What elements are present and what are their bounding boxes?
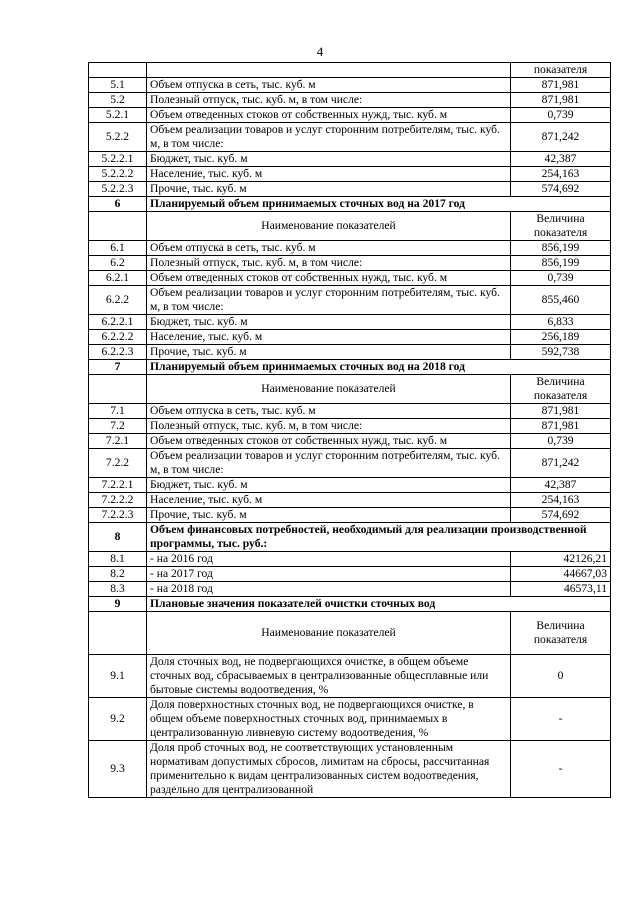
row-value: 574,692	[511, 508, 611, 523]
header-value-cell: Величина показателя	[511, 375, 611, 404]
row-name: Объем реализации товаров и услуг сторонним потребителям, тыс. куб. м, в том числе:	[147, 449, 511, 478]
row-value: 46573,11	[511, 582, 611, 597]
table-row	[89, 256, 611, 271]
row-value: 42,387	[511, 478, 611, 493]
row-value: 871,981	[511, 78, 611, 93]
section-heading-row	[89, 360, 611, 375]
row-value: 6,833	[511, 315, 611, 330]
row-name: Население, тыс. куб. м	[147, 330, 511, 345]
row-name: Доля проб сточных вод, не соответствующих установленным нормативам допустимых сбросов, лимитам на сбросы, рассчитанная применительно к видам централизованных систем водоотведения, раздельно для централизованной	[147, 741, 511, 798]
row-number: 7.2.1	[89, 434, 147, 449]
section-number: 9	[89, 597, 147, 612]
column-header-row	[89, 612, 611, 655]
row-number: 8.1	[89, 552, 147, 567]
indicators-table	[88, 62, 611, 798]
row-name: Объем отпуска в сеть, тыс. куб. м	[147, 404, 511, 419]
row-value: 42126,21	[511, 552, 611, 567]
row-name: Доля сточных вод, не подвергающихся очистке, в общем объеме сточных вод, сбрасываемых в централизованные общесплавные или бытовые системы водоотведения, %	[147, 655, 511, 698]
row-name: Объем реализации товаров и услуг сторонним потребителям, тыс. куб. м, в том числе:	[147, 286, 511, 315]
row-name: Объем отведенных стоков от собственных нужд, тыс. куб. м	[147, 434, 511, 449]
row-number: 7.1	[89, 404, 147, 419]
row-value: 592,738	[511, 345, 611, 360]
table-row	[89, 108, 611, 123]
row-name: Объем отведенных стоков от собственных нужд, тыс. куб. м	[147, 271, 511, 286]
table-row	[89, 241, 611, 256]
row-value: 0,739	[511, 271, 611, 286]
row-number: 9.2	[89, 698, 147, 741]
section-heading-row	[89, 197, 611, 212]
table-row	[89, 182, 611, 197]
row-number: 6.2	[89, 256, 147, 271]
row-value: 574,692	[511, 182, 611, 197]
row-name: - на 2018 год	[147, 582, 511, 597]
row-number: 7.2.2.2	[89, 493, 147, 508]
section-title: Планируемый объем принимаемых сточных вод на 2018 год	[147, 360, 611, 375]
row-number: 5.2.2.2	[89, 167, 147, 182]
column-header-row	[89, 375, 611, 404]
row-number: 5.2.2.3	[89, 182, 147, 197]
row-name: Население, тыс. куб. м	[147, 167, 511, 182]
row-value: 871,242	[511, 123, 611, 152]
row-value: 254,163	[511, 167, 611, 182]
row-value: показателя	[511, 63, 611, 78]
row-number: 5.2.1	[89, 108, 147, 123]
row-number: 6.2.1	[89, 271, 147, 286]
table-row	[89, 271, 611, 286]
row-value: 42,387	[511, 152, 611, 167]
row-number: 7.2.2.3	[89, 508, 147, 523]
table-row	[89, 478, 611, 493]
header-name-cell: Наименование показателей	[147, 212, 511, 241]
row-value: 871,981	[511, 419, 611, 434]
row-name: Объем отпуска в сеть, тыс. куб. м	[147, 241, 511, 256]
table-row	[89, 345, 611, 360]
header-number-cell	[89, 212, 147, 241]
section-number: 6	[89, 197, 147, 212]
row-name: Объем отпуска в сеть, тыс. куб. м	[147, 78, 511, 93]
row-value: 254,163	[511, 493, 611, 508]
row-value: 856,199	[511, 241, 611, 256]
row-number: 9.1	[89, 655, 147, 698]
row-name: Объем отведенных стоков от собственных нужд, тыс. куб. м	[147, 108, 511, 123]
table-row	[89, 93, 611, 108]
table-row	[89, 508, 611, 523]
section-title: Плановые значения показателей очистки сточных вод	[147, 597, 611, 612]
row-name: Бюджет, тыс. куб. м	[147, 478, 511, 493]
table-row	[89, 286, 611, 315]
row-name: Население, тыс. куб. м	[147, 493, 511, 508]
row-value: -	[511, 741, 611, 798]
table-row	[89, 567, 611, 582]
header-continuation-row	[89, 63, 611, 78]
table-row	[89, 123, 611, 152]
row-number: 5.2.2	[89, 123, 147, 152]
row-number: 7.2.2	[89, 449, 147, 478]
column-header-row	[89, 212, 611, 241]
table-row	[89, 419, 611, 434]
row-name: Бюджет, тыс. куб. м	[147, 315, 511, 330]
header-name-cell: Наименование показателей	[147, 375, 511, 404]
row-value: -	[511, 698, 611, 741]
table-row	[89, 404, 611, 419]
row-name: Доля поверхностных сточных вод, не подвергающихся очистке, в общем объеме поверхностных сточных вод, принимаемых в централизованную ливневую систему водоотведения, %	[147, 698, 511, 741]
table-row	[89, 449, 611, 478]
section-number: 8	[89, 523, 147, 552]
header-value-cell: Величина показателя	[511, 612, 611, 655]
table-row	[89, 167, 611, 182]
table-row	[89, 582, 611, 597]
row-name: Полезный отпуск, тыс. куб. м, в том числе:	[147, 93, 511, 108]
row-value: 0	[511, 655, 611, 698]
table-row	[89, 78, 611, 93]
row-name: - на 2017 год	[147, 567, 511, 582]
row-number: 7.2.2.1	[89, 478, 147, 493]
header-number-cell	[89, 612, 147, 655]
row-name: Прочие, тыс. куб. м	[147, 345, 511, 360]
row-name: Объем реализации товаров и услуг сторонним потребителям, тыс. куб. м, в том числе:	[147, 123, 511, 152]
row-value: 0,739	[511, 108, 611, 123]
header-value-cell: Величина показателя	[511, 212, 611, 241]
table-row	[89, 493, 611, 508]
header-name-cell: Наименование показателей	[147, 612, 511, 655]
row-number: 6.2.2.2	[89, 330, 147, 345]
row-number	[89, 63, 147, 78]
row-number: 5.1	[89, 78, 147, 93]
row-name: Прочие, тыс. куб. м	[147, 508, 511, 523]
row-name	[147, 63, 511, 78]
section-heading-row	[89, 523, 611, 552]
row-number: 8.2	[89, 567, 147, 582]
row-name: Полезный отпуск, тыс. куб. м, в том числе:	[147, 419, 511, 434]
row-value: 0,739	[511, 434, 611, 449]
row-value: 871,242	[511, 449, 611, 478]
table-row	[89, 655, 611, 698]
row-value: 856,199	[511, 256, 611, 271]
table-row	[89, 434, 611, 449]
row-value: 871,981	[511, 404, 611, 419]
table-row	[89, 698, 611, 741]
section-title: Объем финансовых потребностей, необходимый для реализации производственной программы, тыс. руб.:	[147, 523, 611, 552]
section-title: Планируемый объем принимаемых сточных вод на 2017 год	[147, 197, 611, 212]
table-row	[89, 152, 611, 167]
row-value: 855,460	[511, 286, 611, 315]
row-number: 5.2	[89, 93, 147, 108]
row-name: Прочие, тыс. куб. м	[147, 182, 511, 197]
row-value: 871,981	[511, 93, 611, 108]
table-row	[89, 315, 611, 330]
row-value: 256,189	[511, 330, 611, 345]
row-number: 6.2.2.1	[89, 315, 147, 330]
section-heading-row	[89, 597, 611, 612]
row-name: - на 2016 год	[147, 552, 511, 567]
row-value: 44667,03	[511, 567, 611, 582]
header-number-cell	[89, 375, 147, 404]
section-number: 7	[89, 360, 147, 375]
page-number: 4	[316, 44, 324, 59]
row-name: Бюджет, тыс. куб. м	[147, 152, 511, 167]
table-row	[89, 552, 611, 567]
table-row	[89, 330, 611, 345]
row-number: 5.2.2.1	[89, 152, 147, 167]
table-row	[89, 741, 611, 798]
row-number: 6.1	[89, 241, 147, 256]
row-number: 6.2.2.3	[89, 345, 147, 360]
row-number: 7.2	[89, 419, 147, 434]
row-number: 9.3	[89, 741, 147, 798]
row-name: Полезный отпуск, тыс. куб. м, в том числе:	[147, 256, 511, 271]
row-number: 8.3	[89, 582, 147, 597]
row-number: 6.2.2	[89, 286, 147, 315]
